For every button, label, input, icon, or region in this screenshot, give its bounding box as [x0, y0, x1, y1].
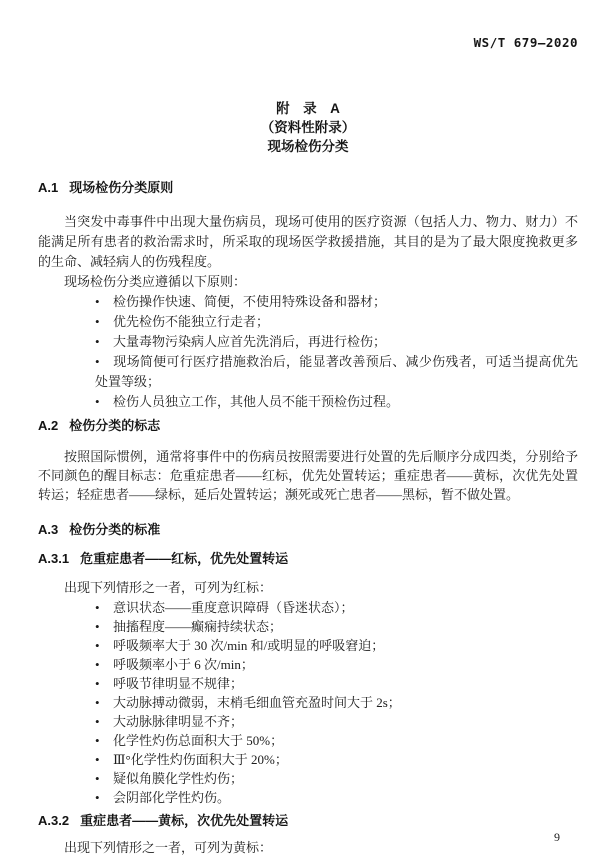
list-item: • 检伤操作快速、简便，不使用特殊设备和器材； [95, 292, 578, 312]
section-title: 重症患者——黄标，次优先处置转运 [80, 813, 289, 828]
paragraph-a31-intro: 出现下列情形之一者，可列为红标： [64, 580, 273, 595]
list-item: • 现场简便可行医疗措施救治后，能显著改善预后、减少伤残者，可适当提高优先处置等级； [95, 352, 578, 392]
paragraph-a1-principles: 当突发中毒事件中出现大量伤病员，现场可使用的医疗资源（包括人力、物力、财力）不能满足所有患者的救治需求时，所采取的现场医学救援措施，其目的是为了最大限度挽救更多的生命、减轻病人的伤残程度。 [38, 214, 578, 269]
section-number: A.3 [38, 522, 59, 537]
appendix-title: 现场检伤分类 [267, 139, 349, 154]
list-item: • 呼吸节律明显不规律； [95, 674, 578, 693]
section-heading-a1 [38, 180, 578, 195]
list-item: • 大动脉搏动微弱，末梢毛细血管充盈时间大于 2s； [95, 693, 578, 712]
section-title: 危重症患者——红标，优先处置转运 [80, 551, 289, 566]
section-number: A.2 [38, 418, 59, 433]
section-title: 检伤分类的标准 [69, 522, 161, 537]
list-item: • 呼吸频率大于 30 次/min 和/或明显的呼吸窘迫； [95, 636, 578, 655]
standard-number: WS/T 679—2020 [473, 35, 578, 50]
section-heading-a31 [38, 551, 578, 566]
list-item: • 意识状态——重度意识障碍（昏迷状态）； [95, 598, 578, 617]
list-item: • 疑似角膜化学性灼伤； [95, 769, 578, 788]
appendix-label: 附 录 A [276, 101, 340, 116]
list-item: • 大动脉脉律明显不齐； [95, 712, 578, 731]
page-number: 9 [554, 830, 560, 844]
section-number: A.3.1 [38, 551, 70, 566]
list-item: • 呼吸频率小于 6 次/min； [95, 655, 578, 674]
paragraph-a32-intro: 出现下列情形之一者，可列为黄标： [64, 840, 273, 855]
section-heading-a2 [38, 418, 578, 433]
appendix-title-block [38, 99, 578, 156]
list-item: • 检伤人员独立工作，其他人员不能干预检伤过程。 [95, 392, 578, 412]
section-number: A.1 [38, 180, 59, 195]
section-title: 检伤分类的标志 [69, 418, 161, 433]
list-item: • 化学性灼伤总面积大于 50%； [95, 731, 578, 750]
section-heading-a32 [38, 813, 578, 828]
section-heading-a3 [38, 522, 578, 537]
bullet-list-a1 [38, 292, 578, 412]
list-item: • 优先检伤不能独立行走者； [95, 312, 578, 332]
list-item: • 会阴部化学性灼伤。 [95, 788, 578, 807]
paragraph-a2-tags: 按照国际惯例，通常将事件中的伤病员按照需要进行处置的先后顺序分成四类，分别给予不同颜色的醒目标志：危重症患者——红标，优先处置转运；重症患者——黄标，次优先处置转运；轻症患者——绿标，延后处置转运；濒死或死亡患者——黑标，暂不做处置。 [38, 449, 578, 502]
section-number: A.3.2 [38, 813, 70, 828]
appendix-type-note: （资料性附录） [260, 120, 356, 135]
bullet-list-a31-red-tag [38, 598, 578, 807]
list-item: • 抽搐程度——癫痫持续状态； [95, 617, 578, 636]
section-title: 现场检伤分类原则 [69, 180, 174, 195]
list-item: • Ⅲ°化学性灼伤面积大于 20%； [95, 750, 578, 769]
paragraph-a1-list-intro: 现场检伤分类应遵循以下原则： [64, 274, 247, 289]
list-item: • 大量毒物污染病人应首先洗消后，再进行检伤； [95, 332, 578, 352]
